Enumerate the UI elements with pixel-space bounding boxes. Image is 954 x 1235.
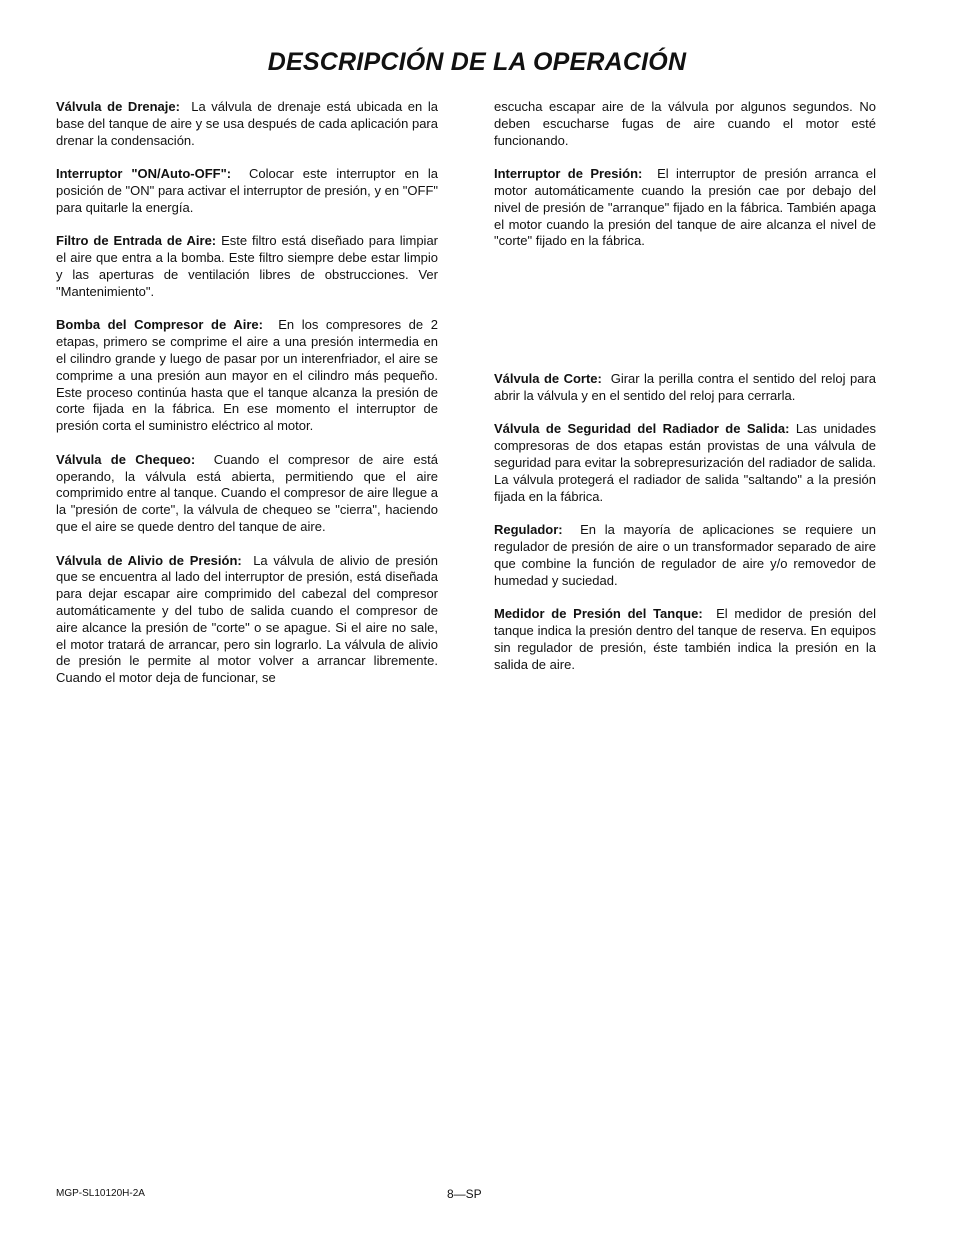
paragraph-text: En la mayoría de aplicaciones se requiere un regulador de presión de aire o un transformador separado de aire que combine la función de regulador de aire y/o removedor de humedad y suciedad. bbox=[494, 522, 876, 588]
paragraph-text: La válvula de drenaje está ubicada en la base del tanque de aire y se usa después de cada aplicación para drenar la condensación. bbox=[56, 99, 438, 148]
paragraph-text: Las unidades compresoras de dos etapas están provistas de una válvula de seguridad para evitar la sobrepresurización del radiador de salida. La válvula protegerá el radiador de salida "saltando" a la presión fijada en la fábrica. bbox=[494, 421, 876, 504]
left-column bbox=[56, 99, 438, 704]
paragraph-text: El interruptor de presión arranca el motor automáticamente cuando la presión cae por debajo del nivel de presión de "arranque" fijado en la fábrica. También apaga el motor cuando la presión del tanque de aire alcanza el nivel de "corte" fijado en la fábrica. bbox=[494, 166, 876, 249]
paragraph-text: Girar la perilla contra el sentido del reloj para abrir la válvula y en el sentido del reloj para cerrarla. bbox=[494, 370, 876, 403]
paragraph-shutoff-valve bbox=[494, 371, 876, 405]
page-title: DESCRIPCIÓN DE LA OPERACIÓN bbox=[267, 48, 687, 76]
paragraph-term: Válvula de Alivio de Presión: bbox=[56, 552, 242, 568]
paragraph-text: En los compresores de 2 etapas, primero se comprime el aire a una presión intermedia en el cilindro grande y luego de pasar por un interenfriador, el aire se comprime a una presión aun mayor en el cilindro más pequeño. Este proceso continúa hasta que el tanque alcanza la presión de corte fijada en la fábrica. En ese momento el interruptor de presión corta el suministro eléctrico al motor. bbox=[56, 317, 438, 434]
paragraph-term: Regulador: bbox=[494, 522, 563, 538]
page-number: 8—SP bbox=[447, 1187, 482, 1201]
paragraph-term: Válvula de Chequeo: bbox=[56, 451, 196, 467]
paragraph-term: Bomba del Compresor de Aire: bbox=[56, 317, 263, 333]
paragraph-on-off-switch bbox=[56, 166, 438, 216]
paragraph-relief-valve bbox=[56, 553, 438, 687]
paragraph-text: Colocar este interruptor en la posición de "ON" para activar el interruptor de presión, y en "OFF" para quitarle la energía. bbox=[56, 166, 438, 215]
paragraph-aftercooler-safety-valve bbox=[494, 421, 876, 505]
blank-space bbox=[494, 267, 876, 371]
paragraph-term: Válvula de Drenaje: bbox=[56, 99, 180, 114]
document-code: MGP-SL10120H-2A bbox=[56, 1188, 145, 1199]
paragraph-text: escucha escapar aire de la válvula por algunos segundos. No deben escucharse fugas de aire cuando el motor esté funcionando. bbox=[494, 99, 876, 148]
paragraph-relief-valve-continued bbox=[494, 99, 876, 149]
paragraph-drain-valve bbox=[56, 99, 438, 149]
paragraph-text: La válvula de alivio de presión que se encuentra al lado del interruptor de presión, está diseñada para dejar escapar aire comprimido del cabezal del compresor automáticamente y del tubo de salida cuando el compresor de aire alcance la presión de "corte" o se apague. Si el aire no sale, el motor tratará de arrancar, pero sin lograrlo. La válvula de alivio de presión le permite al motor volver a arrancar libremente. Cuando el motor deja de funcionar, se bbox=[56, 552, 438, 686]
right-column bbox=[494, 99, 876, 690]
paragraph-term: Interruptor de Presión: bbox=[494, 166, 643, 182]
paragraph-term: Filtro de Entrada de Aire: bbox=[56, 233, 217, 249]
paragraph-text: El medidor de presión del tanque indica la presión dentro del tanque de reserva. En equipos sin regulador de presión, éste también indica la presión en la salida de aire. bbox=[494, 606, 876, 672]
paragraph-term: Válvula de Seguridad del Radiador de Salida: bbox=[494, 421, 790, 437]
paragraph-text: Cuando el compresor de aire está operando, la válvula está abierta, permitiendo que el aire comprimido entre al tanque. Cuando el compresor de aire llegue a la "presión de corte", la válvula de chequeo se "cierra", haciendo que el aire se quede dentro del tanque de aire. bbox=[56, 451, 438, 534]
paragraph-term: Medidor de Presión del Tanque: bbox=[494, 606, 703, 622]
paragraph-pressure-switch bbox=[494, 166, 876, 250]
paragraph-check-valve bbox=[56, 452, 438, 536]
paragraph-term: Válvula de Corte: bbox=[494, 370, 602, 386]
paragraph-term: Interruptor "ON/Auto-OFF": bbox=[56, 166, 232, 182]
paragraph-air-filter bbox=[56, 233, 438, 300]
paragraph-tank-pressure-gauge bbox=[494, 606, 876, 673]
paragraph-text: Este filtro está diseñado para limpiar el aire que entra a la bomba. Este filtro siempre debe estar limpio y las aperturas de ventilación libres de obstrucciones. Ver "Mantenimiento". bbox=[56, 233, 438, 299]
paragraph-compressor-pump bbox=[56, 317, 438, 435]
paragraph-regulator bbox=[494, 522, 876, 589]
